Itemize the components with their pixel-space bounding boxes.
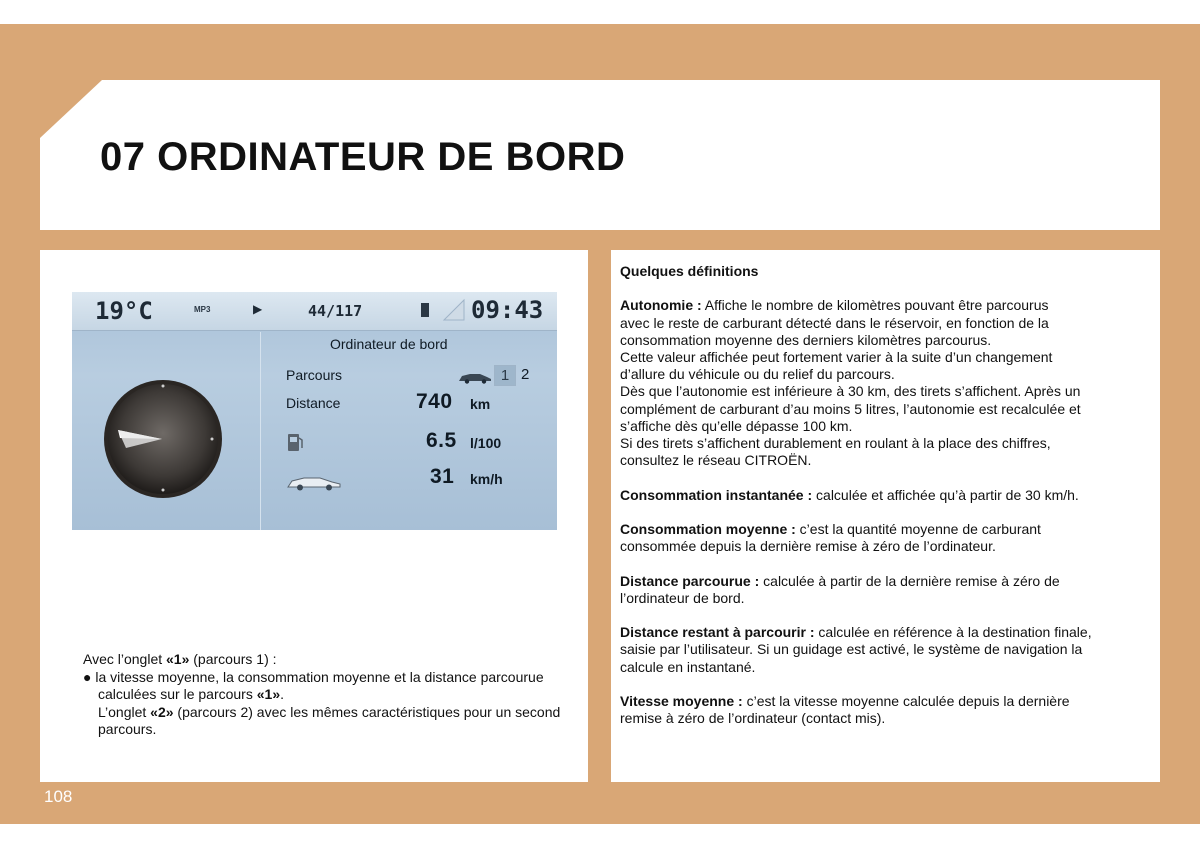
- signal-icon: [442, 298, 466, 322]
- trip-computer-display: [72, 292, 557, 530]
- car-icon: [458, 370, 492, 384]
- distance-label: Distance: [286, 395, 341, 411]
- audio-source-label: MP3: [194, 305, 211, 314]
- consumption-value: 6.5: [426, 429, 457, 452]
- trip-tab-explanation: [83, 651, 573, 739]
- definition-consommation-moyenne: Consommation moyenne : c’est la quantité moyenne de carburant consommée depuis la dernière remise à zéro de l’ordinateur.: [620, 521, 1041, 555]
- bullet-item: ● la vitesse moyenne, la consommation moyenne et la distance parcourue calculées sur le parcours «1».: [83, 668, 544, 702]
- definition-autonomie: Autonomie : Affiche le nombre de kilomètres pouvant être parcourus avec le reste de carburant détecté dans le réservoir, en fonction de la consommation moyenne des derniers kilomètres parcourus. Cette valeur affichée peut fortement varier à la suite d’un changement d’allure du véhicule ou du relief du parcours. Dès que l’autonomie est inférieure à 30 km, des tirets s’affichent. Après un complément de carburant d’au moins 5 litres, l’autonomie est recalculée et s’affiche dès qu’elle dépasse 100 km. Si des tirets s’affichent durablement en roulant à la place des chiffres, consultez le réseau CITROËN.: [620, 297, 1081, 469]
- consumption-unit: l/100: [470, 435, 502, 451]
- definition-distance-parcourue: Distance parcourue : calculée à partir de la dernière remise à zéro de l’ordinateur de bord.: [620, 572, 1060, 606]
- tab-parcours-1[interactable]: 1: [494, 365, 516, 386]
- clock-readout: 09:43: [471, 296, 544, 324]
- definition-vitesse-moyenne: Vitesse moyenne : c’est la vitesse moyenne calculée depuis la dernière remise à zéro de l’ordinateur (contact mis).: [620, 692, 1070, 727]
- temperature-readout: 19°C: [95, 297, 153, 325]
- display-divider: [260, 332, 261, 530]
- second-tab-line: L’onglet «2» (parcours 2) avec les mêmes caractéristiques pour un second parcours.: [98, 703, 561, 737]
- track-counter: 44/117: [308, 302, 363, 320]
- compass-dial-icon: [102, 378, 224, 500]
- fuel-level-icon: [421, 303, 429, 317]
- page-title: 07 ORDINATEUR DE BORD: [100, 135, 626, 179]
- intro-line: Avec l’onglet «1» (parcours 1) :: [83, 651, 277, 667]
- definition-consommation-instantanee: Consommation instantanée : calculée et affichée qu’à partir de 30 km/h.: [620, 486, 1079, 503]
- car-side-icon: [286, 472, 342, 492]
- page-number: 108: [44, 787, 73, 806]
- display-status-bar: [72, 292, 557, 331]
- speed-value: 31: [430, 465, 455, 488]
- speed-unit: km/h: [470, 471, 503, 487]
- distance-value: 740: [416, 390, 453, 413]
- definition-distance-restant: Distance restant à parcourir : calculée en référence à la destination finale, saisie par l’utilisateur. Si un guidage est activé, le système de navigation la calcule en instantané.: [620, 624, 1092, 675]
- parcours-label: Parcours: [286, 367, 343, 383]
- tab-parcours-2[interactable]: 2: [521, 366, 530, 383]
- play-icon: ▶: [253, 302, 263, 316]
- display-heading: Ordinateur de bord: [330, 336, 448, 352]
- fuel-pump-icon: [286, 430, 304, 452]
- definitions-section: [620, 263, 1155, 745]
- definitions-heading: Quelques définitions: [620, 263, 759, 279]
- distance-unit: km: [470, 396, 491, 412]
